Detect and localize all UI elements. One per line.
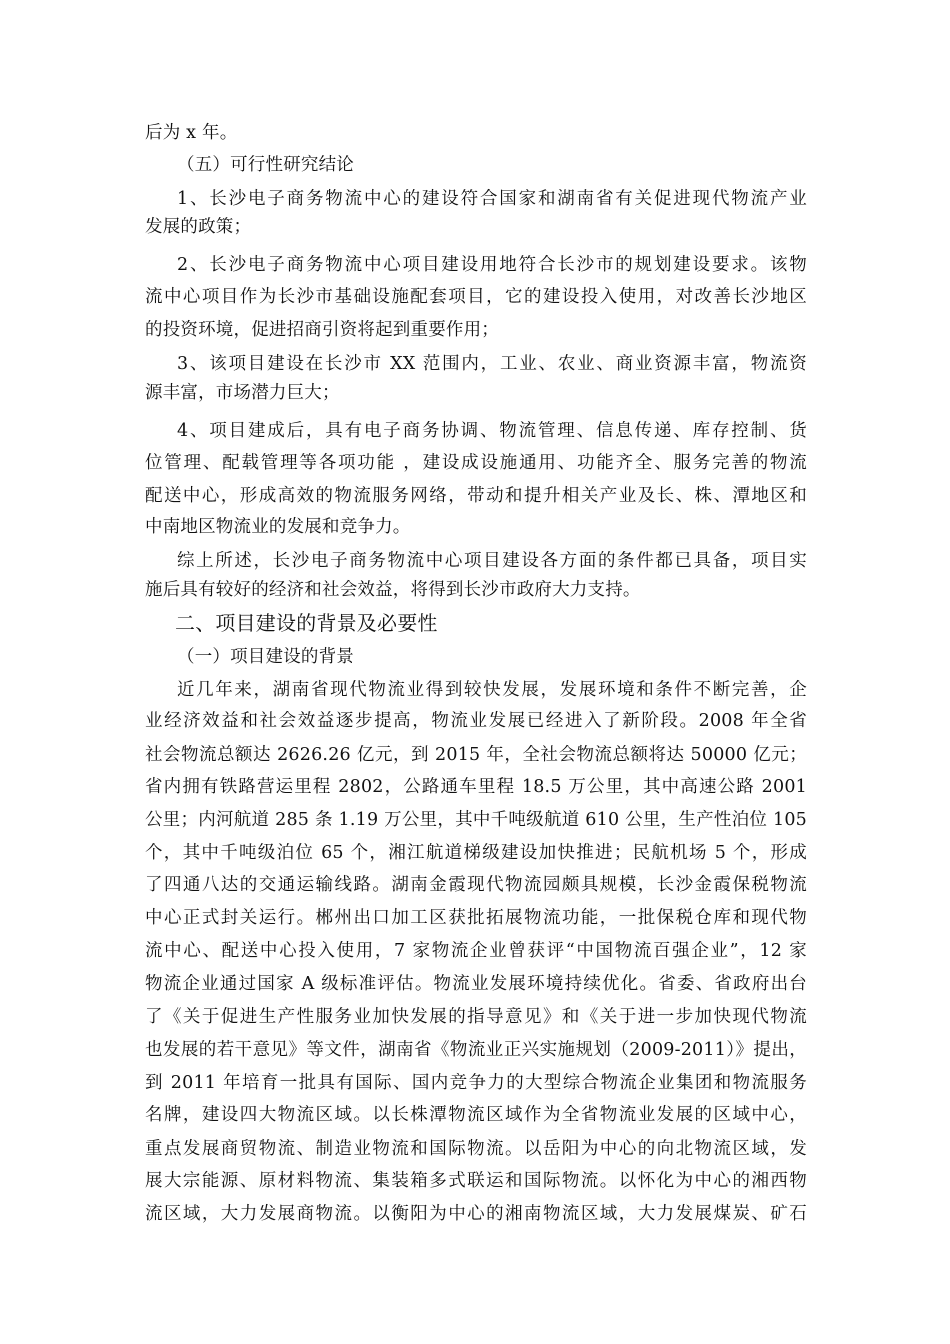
text-line: 个，其中千吨级泊位 65 个，湘江航道梯级建设加快推进；民航机场 5 个，形成: [145, 843, 807, 863]
text-line: 展大宗能源、原材料物流、集装箱多式联运和国际物流。以怀化为中心的湘西物: [145, 1171, 807, 1191]
text-line: 流区域，大力发展商物流。以衡阳为中心的湘南物流区域，大力发展煤炭、矿石: [145, 1204, 807, 1224]
text-line: 业经济效益和社会效益逐步提高，物流业发展已经进入了新阶段。2008 年全省: [145, 711, 807, 731]
text-line: 1、长沙电子商务物流中心的建设符合国家和湖南省有关促进现代物流产业: [177, 189, 807, 209]
text-line: 4、项目建成后，具有电子商务协调、物流管理、信息传递、库存控制、货: [177, 421, 807, 441]
text-line: 中南地区物流业的发展和竞争力。: [145, 517, 411, 537]
section-heading: （一）项目建设的背景: [177, 647, 354, 667]
text-line: 的投资环境，促进招商引资将起到重要作用；: [145, 320, 499, 340]
text-line: 3、该项目建设在长沙市 XX 范围内，工业、农业、商业资源丰富，物流资: [177, 354, 807, 374]
text-line: 后为 x 年。: [145, 123, 238, 143]
text-line: 名牌，建设四大物流区域。以长株潭物流区域作为全省物流业发展的区域中心，: [145, 1105, 807, 1125]
text-line: 综上所述，长沙电子商务物流中心项目建设各方面的条件都已具备，项目实: [177, 551, 807, 571]
text-line: 施后具有较好的经济和社会效益，将得到长沙市政府大力支持。: [145, 580, 641, 600]
text-line: 省内拥有铁路营运里程 2802，公路通车里程 18.5 万公里，其中高速公路 2001: [145, 777, 807, 797]
text-line: 源丰富，市场潜力巨大；: [145, 383, 340, 403]
text-line: 流中心、配送中心投入使用，7 家物流企业曾获评“中国物流百强企业”，12 家: [145, 941, 807, 961]
text-line: 配送中心，形成高效的物流服务网络，带动和提升相关产业及长、株、潭地区和: [145, 486, 807, 506]
text-line: 2、长沙电子商务物流中心项目建设用地符合长沙市的规划建设要求。该物: [177, 255, 807, 275]
text-line: 中心正式封关运行。郴州出口加工区获批拓展物流功能，一批保税仓库和现代物: [145, 908, 807, 928]
text-line: 重点发展商贸物流、制造业物流和国际物流。以岳阳为中心的向北物流区域，发: [145, 1139, 807, 1159]
text-line: 到 2011 年培育一批具有国际、国内竞争力的大型综合物流企业集团和物流服务: [145, 1073, 807, 1093]
text-line: 物流企业通过国家 A 级标准评估。物流业发展环境持续优化。省委、省政府出台: [145, 974, 807, 994]
text-line: 位管理、配载管理等各项功能 ，建设成设施通用、功能齐全、服务完善的物流: [145, 453, 807, 473]
text-line: 流中心项目作为长沙市基础设施配套项目，它的建设投入使用，对改善长沙地区: [145, 287, 807, 307]
text-line: 也发展的若干意见》等文件，湖南省《物流业正兴实施规划（2009-2011）》提出，: [145, 1040, 807, 1060]
text-line: 社会物流总额达 2626.26 亿元，到 2015 年，全社会物流总额将达 50000 亿元；: [145, 745, 807, 765]
chapter-heading: 二、项目建设的背景及必要性: [175, 611, 438, 635]
text-line: 近几年来，湖南省现代物流业得到较快发展，发展环境和条件不断完善，企: [177, 680, 807, 700]
text-line: 了四通八达的交通运输线路。湖南金霞现代物流园颇具规模，长沙金霞保税物流: [145, 875, 807, 895]
text-line: 公里；内河航道 285 条 1.19 万公里，其中千吨级航道 610 公里，生产性泊位 105: [145, 810, 807, 830]
section-heading: （五）可行性研究结论: [177, 155, 354, 175]
text-line: 了《关于促进生产性服务业加快发展的指导意见》和《关于进一步加快现代物流: [145, 1007, 807, 1027]
text-line: 发展的政策；: [145, 217, 252, 237]
